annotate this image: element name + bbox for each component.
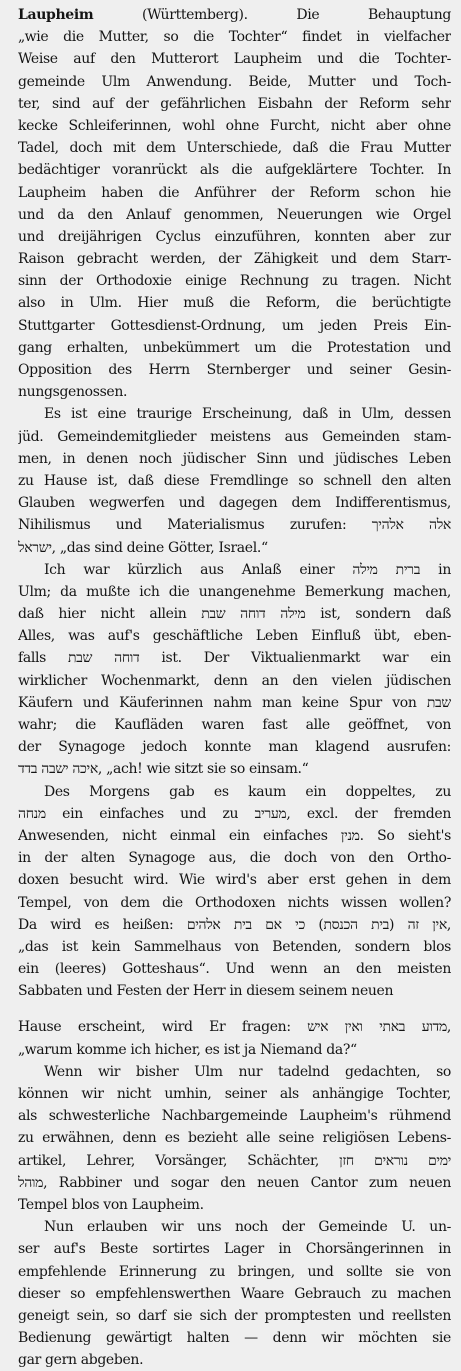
headline-rest: (Württemberg). Die Behauptung (93, 7, 451, 23)
text-line: „wie die Mutter, so die Tochter“ findet in vielfacher (18, 29, 451, 46)
text-line: „warum komme ich hicher, es ist ja Niemand da?“ (18, 1041, 357, 1058)
text-line: der Synagoge jedoch konnte man klagend ausrufen: (18, 739, 451, 756)
text-line: falls דוחה שבת ist. Der Viktualienmarkt war ein (18, 650, 451, 667)
text-line: gang erhalten, unbekümmert um die Protestation und (18, 339, 451, 356)
text-line: איכה ישבה בדד, „ach! wie sitzt sie so einsam.“ (18, 761, 309, 778)
text-line: in der alten Synagoge aus, die doch von den Ortho- (18, 850, 451, 867)
text-line: und dreijährigen Cyclus einzuführen, konnten aber zur (18, 228, 451, 245)
text-line: Nun erlauben wir uns noch der Gemeinde U. un- (44, 1219, 451, 1236)
column-gap (18, 1002, 451, 1016)
text-line: men, in denen noch jüdischer Sinn und jüdisches Leben (18, 450, 451, 467)
text-line: Bedienung gewärtigt halten — denn wir möchten sie (18, 1330, 451, 1347)
text-line: Nihilismus und Materialismus zurufen: אלה אלהיך (18, 517, 451, 534)
text-line: geneigt sein, so darf sie sich der promptesten und reellsten (18, 1307, 451, 1324)
text-line: Des Morgens gab es kaum ein doppeltes, zu (44, 783, 451, 800)
text-line: Da wird es heißen: אין זה (בית הכנסת) כי אם בית אלהים, (18, 916, 451, 933)
text-line: Wenn wir bisher Ulm nur tadelnd gedachten, so (44, 1063, 451, 1080)
text-line: artikel, Lehrer, Vorsänger, Schächter, ימים נוראים חזן (18, 1152, 451, 1169)
paragraph (18, 1216, 451, 1371)
text-line: „das ist kein Sammelhaus von Betenden, sondern blos (18, 938, 451, 955)
text-line: מוהל, Rabbiner und sogar den neuen Cantor zum neuen (18, 1174, 451, 1191)
text-line: wahr; die Kaufläden waren fast alle geöffnet, von (18, 717, 451, 733)
paragraph (18, 403, 451, 558)
paragraph (18, 1061, 451, 1216)
text-line: jüd. Gemeindemitglieder meistens aus Gemeinden stam- (18, 428, 451, 445)
text-line: Glauben wegwerfen und dagegen dem Indifferentismus, (18, 495, 451, 512)
text-line: als schwesterliche Nachbargemeinde Laupheim's rühmend (18, 1108, 451, 1125)
text-line: gemeinde Ulm Anwendung. Beide, Mutter und Toch- (18, 73, 451, 90)
text-line: zu erwähnen, denn es bezieht alle seine religiösen Lebens- (18, 1130, 451, 1147)
text-line: empfehlende Erinnerung zu bringen, und sollte sie von (18, 1263, 451, 1280)
text-line: Raison gebracht werden, der Zähigkeit und dem Starr- (18, 251, 451, 268)
text-line: ser auf's Beste sortirtes Lager in Chorsängerinnen in (18, 1241, 451, 1258)
text-line: bedächtiger voranrückt als die aufgeklärtere Tochter. In (18, 162, 451, 179)
text-line: ter, sind auf der gefährlichen Eisbahn der Reform sehr (18, 95, 451, 112)
text-line: zu Hause ist, daß diese Fremdlinge so schnell den alten (18, 472, 451, 489)
headline-line (18, 4, 451, 26)
text-line: daß hier nicht allein מילה דוחה שבת ist, sondern daß (18, 606, 451, 623)
text-line: also in Ulm. Hier muß die Reform, die berüchtigte (18, 295, 451, 312)
text-line: Alles, was auf's geschäftliche Leben Einfluß übt, eben- (18, 628, 451, 645)
text-line: ein (leeres) Gotteshaus“. Und wenn an den meisten (18, 961, 451, 978)
text-line: Anwesenden, nicht einmal ein einfaches מנין. So sieht's (18, 827, 451, 844)
text-line: Laupheim haben die Anführer der Reform schon hie (18, 184, 451, 201)
text-line: Hause erscheint, wird Er fragen: מדוע באתי ואין איש, (18, 1019, 451, 1036)
text-line: מנחה ein einfaches und zu מעריב, excl. der fremden (18, 805, 451, 822)
text-line: ישראל, „das sind deine Götter, Israel.“ (18, 539, 268, 556)
paragraph (18, 26, 451, 403)
text-line: Opposition des Herrn Sternberger und seiner Gesin- (18, 362, 451, 378)
paragraph (18, 781, 451, 1003)
paragraph (18, 559, 451, 781)
text-line: Tempel, von dem die Orthodoxen nichts wissen wollen? (18, 894, 451, 911)
text-line: kecke Schleiferinnen, wohl ohne Furcht, nicht aber ohne (18, 117, 451, 134)
text-line: Ich war kürzlich aus Anlaß einer ברית מילה in (44, 561, 451, 578)
text-line: Es ist eine traurige Erscheinung, daß in Ulm, dessen (44, 406, 451, 423)
text-line: Weise auf den Mutterort Laupheim und die Tochter- (18, 51, 451, 68)
text-line: Käufern und Käuferinnen nahm man keine Spur von שבת (18, 694, 451, 711)
text-line: sinn der Orthodoxie einige Rechnung zu tragen. Nicht (18, 273, 451, 290)
text-line: gar gern abgeben. (18, 1352, 144, 1369)
text-line: Stuttgarter Gottesdienst-Ordnung, um jeden Preis Ein- (18, 317, 451, 334)
text-line: können wir nicht umhin, seiner als anhängige Tochter, (18, 1086, 451, 1102)
text-line: dieser so empfehlenswerthen Waare Gebrauch zu machen (18, 1285, 451, 1302)
text-line: nungsgenossen. (18, 384, 128, 401)
text-line: Tadel, doch mit dem Unterschiede, daß die Frau Mutter (18, 140, 451, 157)
text-line: doxen besucht wird. Wie wird's aber erst gehen in dem (18, 872, 451, 889)
text-line: und da den Anlauf genommen, Neuerungen wie Orgel (18, 206, 451, 223)
text-line: Ulm; da mußte ich die unangenehme Bemerkung machen, (18, 583, 451, 600)
headline: Laupheim (18, 7, 94, 23)
paragraph (18, 1016, 451, 1060)
text-line: wirklicher Wochenmarkt, denn an den vielen jüdischen (18, 672, 451, 689)
text-line: Sabbaten und Festen der Herr in diesem seinem neuen (18, 983, 394, 1000)
text-line: Tempel blos von Laupheim. (18, 1196, 204, 1213)
